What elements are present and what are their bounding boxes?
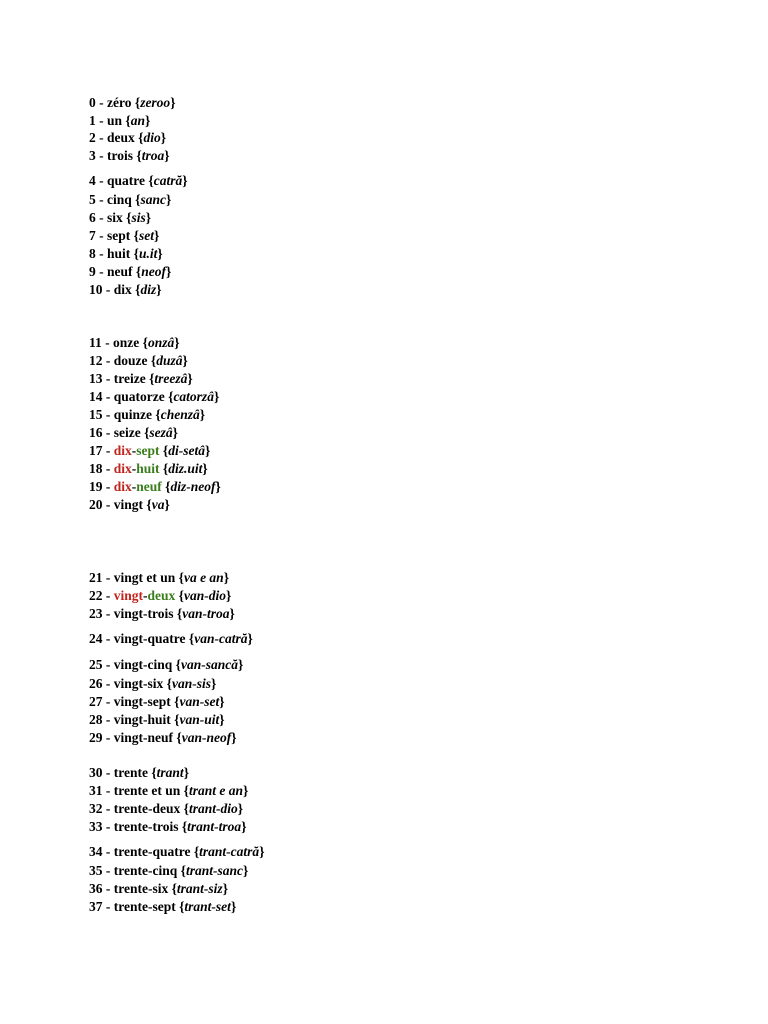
highlight-red-text: dix [113,479,132,494]
number-line [89,246,163,262]
number-line [89,863,248,879]
line-text: 21 - vingt et un { [89,570,184,585]
line-text: 32 - trente-deux { [89,801,189,816]
pronunciation-text: troa [141,148,165,163]
line-text: 31 - trente et un { [89,783,189,798]
line-text: } [182,353,188,368]
pronunciation-text: va e an [183,570,224,585]
line-text: } [157,246,163,261]
pronunciation-text: trant-troa [187,819,242,834]
pronunciation-text: set [138,228,154,243]
highlight-red-text: dix [113,461,132,476]
number-line [89,443,210,459]
line-text: } [259,844,265,859]
line-text: 36 - trente-six { [89,881,177,896]
line-text: 25 - vingt-cinq { [89,657,181,672]
number-line [89,479,221,495]
line-text: 3 - trois { [89,148,142,163]
line-text: 15 - quinze { [89,407,161,422]
pronunciation-text: treezâ [154,371,188,386]
line-text: } [182,173,188,188]
line-text: } [219,712,225,727]
line-text: 33 - trente-trois { [89,819,188,834]
line-text: 1 - un { [89,113,131,128]
line-text: } [230,899,237,914]
number-line [89,570,229,586]
pronunciation-text: dio [143,130,161,145]
line-text: } [145,210,152,225]
pronunciation-text: diz.uit [168,461,203,476]
number-line [89,588,231,604]
number-line [89,712,225,728]
line-text: } [172,425,178,440]
number-line [89,95,176,111]
pronunciation-text: va [151,497,165,512]
line-text: } [144,113,151,128]
line-text: } [237,801,244,816]
number-line [89,228,159,244]
number-line [89,676,216,692]
line-text: 24 - vingt-quatre { [89,631,195,646]
highlight-green-text: sept [136,443,160,458]
highlight-green-text: deux [147,588,176,603]
highlight-green-text: neuf [136,479,162,494]
line-text: } [183,765,190,780]
number-line [89,657,243,673]
highlight-red-text: dix [113,443,132,458]
pronunciation-text: van-sis [171,676,211,691]
pronunciation-text: trant-set [184,899,231,914]
highlight-green-text: huit [136,461,160,476]
line-text: } [219,694,225,709]
number-line [89,210,151,226]
line-text: 19 - [89,479,114,494]
number-line [89,765,189,781]
number-line [89,801,243,817]
line-text: - [131,479,137,494]
line-text: 4 - quatre { [89,173,154,188]
pronunciation-text: diz [140,282,157,297]
number-line [89,461,208,477]
line-text: } [170,95,176,110]
pronunciation-text: trant-catră [199,844,260,859]
line-text: { [159,461,169,476]
line-text: 34 - trente-quatre { [89,844,200,859]
line-text: 29 - vingt-neuf { [89,730,182,745]
line-text: 9 - neuf { [89,264,142,279]
number-line [89,389,219,405]
pronunciation-text: trant-dio [188,801,238,816]
line-text: } [231,730,237,745]
number-line [89,606,235,622]
number-line [89,371,193,387]
line-text: } [222,881,229,896]
line-text: 0 - zéro { [89,95,141,110]
line-text: } [229,606,235,621]
pronunciation-text: catră [153,173,183,188]
pronunciation-text: u.it [138,246,158,261]
line-text: } [164,148,170,163]
number-line [89,730,237,746]
line-text: } [187,371,193,386]
line-text: } [247,631,253,646]
pronunciation-text: zeroo [140,95,171,110]
line-text: 17 - [89,443,114,458]
pronunciation-text: onzâ [147,335,175,350]
line-text: 11 - onze { [89,335,148,350]
pronunciation-text: sis [131,210,146,225]
line-text: 26 - vingt-six { [89,676,172,691]
line-text: 18 - [89,461,114,476]
line-text: { [159,443,169,458]
line-text: 14 - quatorze { [89,389,174,404]
pronunciation-text: catorzâ [173,389,214,404]
line-text: 7 - sept { [89,228,139,243]
line-text: 6 - six { [89,210,132,225]
number-line [89,783,248,799]
line-text: 8 - huit { [89,246,139,261]
line-text: 13 - treize { [89,371,155,386]
line-text: 28 - vingt-huit { [89,712,180,727]
pronunciation-text: neof [141,264,166,279]
line-text: 30 - trente { [89,765,157,780]
line-text: } [165,192,172,207]
line-text: } [213,389,220,404]
line-text: 35 - trente-cinq { [89,863,186,878]
pronunciation-text: van-sancă [180,657,238,672]
line-text: 5 - cinq { [89,192,141,207]
line-text: 27 - vingt-sept { [89,694,180,709]
pronunciation-text: sanc [140,192,166,207]
line-text: 22 - [89,588,114,603]
line-text: 37 - trente-sept { [89,899,185,914]
line-text: } [164,497,170,512]
number-line [89,113,150,129]
line-text: } [156,282,162,297]
line-text: } [153,228,160,243]
pronunciation-text: van-dio [183,588,226,603]
pronunciation-text: diz-neof [170,479,216,494]
line-text: 2 - deux { [89,130,144,145]
pronunciation-text: van-set [179,694,220,709]
pronunciation-text: di-setâ [168,443,205,458]
line-text: } [174,335,180,350]
line-text: - [143,588,148,603]
number-line [89,819,247,835]
number-line [89,264,171,280]
pronunciation-text: van-uit [179,712,220,727]
pronunciation-text: van-catră [194,631,248,646]
pronunciation-text: van-neof [181,730,232,745]
line-text: } [225,588,232,603]
line-text: } [242,863,249,878]
number-line [89,148,170,164]
pronunciation-text: trant-sanc [185,863,243,878]
line-text: } [215,479,221,494]
number-line [89,631,253,647]
number-line [89,282,162,298]
pronunciation-text: chenzâ [160,407,200,422]
line-text: } [223,570,230,585]
pronunciation-text: an [130,113,145,128]
line-text: 12 - douze { [89,353,157,368]
number-line [89,844,265,860]
line-text: } [237,657,244,672]
line-text: - [131,461,137,476]
line-text: } [210,676,217,691]
highlight-red-text: vingt [113,588,144,603]
number-line [89,694,225,710]
line-text: 23 - vingt-trois { [89,606,183,621]
pronunciation-text: sezâ [149,425,173,440]
line-text: 10 - dix { [89,282,141,297]
line-text: 20 - vingt { [89,497,152,512]
number-line [89,407,205,423]
line-text: { [161,479,171,494]
pronunciation-text: trant-siz [176,881,223,896]
number-line [89,130,166,146]
number-line [89,335,180,351]
line-text: } [160,130,167,145]
pronunciation-text: duzâ [156,353,183,368]
line-text: } [202,461,208,476]
number-line [89,173,188,189]
line-text: } [204,443,211,458]
line-text: } [242,783,249,798]
number-line [89,899,236,915]
pronunciation-text: trant [156,765,184,780]
number-line [89,881,228,897]
number-line [89,353,188,369]
line-text: } [241,819,247,834]
line-text: } [165,264,172,279]
line-text: 16 - seize { [89,425,150,440]
line-text: } [199,407,206,422]
line-text: - [131,443,137,458]
pronunciation-text: van-troa [182,606,230,621]
number-line [89,497,170,513]
pronunciation-text: trant e an [188,783,243,798]
line-text: { [175,588,184,603]
number-line [89,425,178,441]
number-line [89,192,171,208]
